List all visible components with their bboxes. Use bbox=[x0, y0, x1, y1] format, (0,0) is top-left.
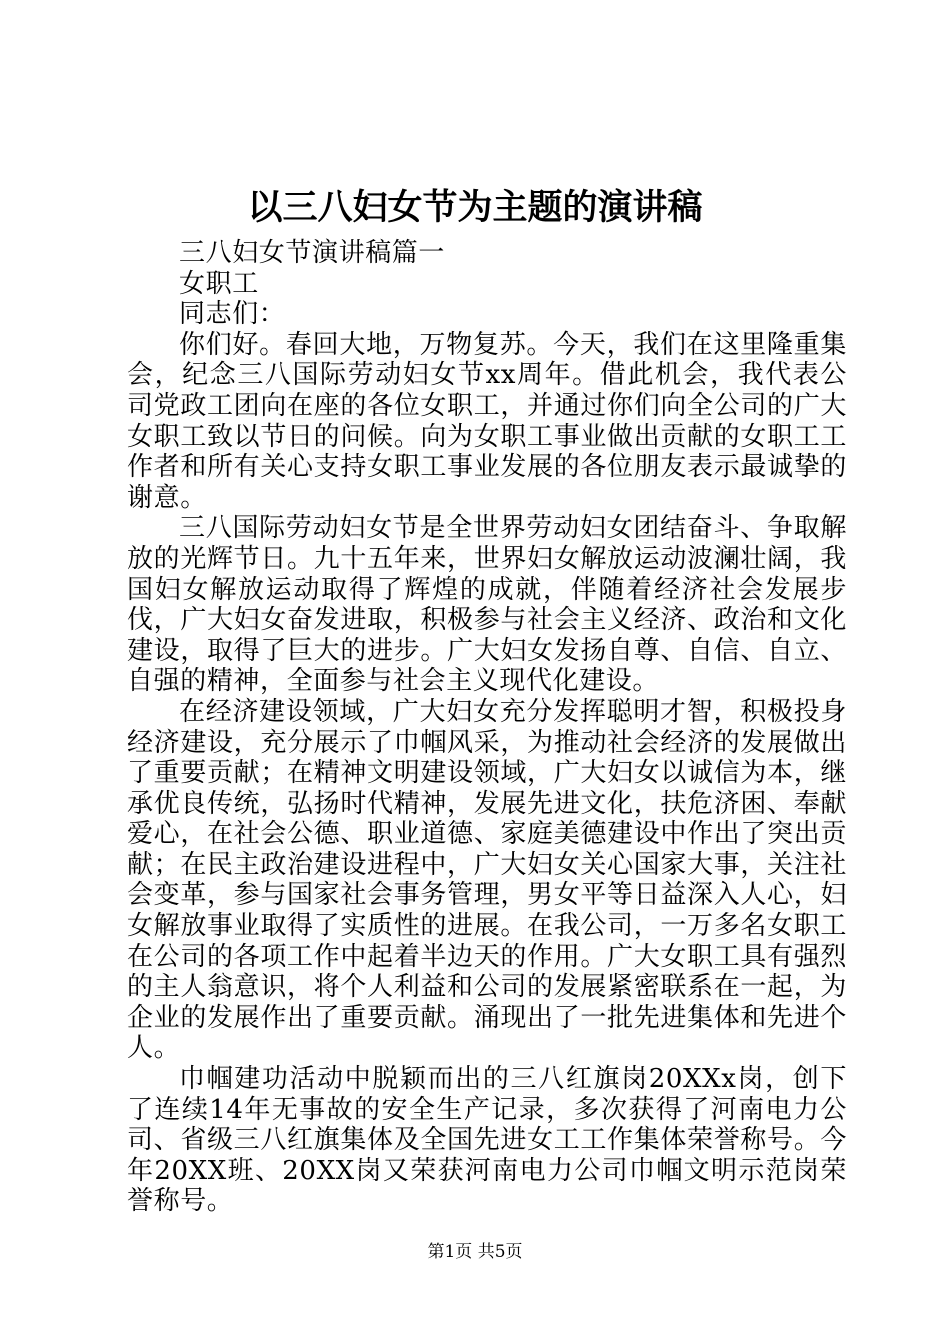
paragraph-1: 你们好。春回大地，万物复苏。今天，我们在这里隆重集会，纪念三八国际劳动妇女节xx周年。借此机会，我代表公司党政工团向在座的各位女职工，并通过你们向全公司的广大女职工致以节日的问候。向为女职工事业做出贡献的女职工工作者和所有关心支持女职工事业发展的各位朋友表示最诚挚的谢意。 bbox=[127, 329, 847, 513]
subheading: 三八妇女节演讲稿篇一 bbox=[179, 238, 446, 268]
salutation: 同志们： bbox=[179, 299, 286, 330]
paragraph-3: 在经济建设领域，广大妇女充分发挥聪明才智，积极投身经济建设，充分展示了巾帼风采，为推动社会经济的发展做出了重要贡献；在精神文明建设领域，广大妇女以诚信为本，继承优良传统，弘扬时代精神，发展先进文化，扶危济困、奉献爱心，在社会公德、职业道德、家庭美德建设中作出了突出贡献；在民主政治建设进程中，广大妇女关心国家大事，关注社会变革，参与国家社会事务管理，男女平等日益深入人心，妇女解放事业取得了实质性的进展。在我公司，一万多名女职工在公司的各项工作中起着半边天的作用。广大女职工具有强烈的主人翁意识，将个人利益和公司的发展紧密联系在一起，为企业的发展作出了重要贡献。涌现出了一批先进集体和先进个人。 bbox=[127, 696, 847, 1064]
document-title: 以三八妇女节为主题的演讲稿 bbox=[247, 187, 703, 228]
addressee: 女职工 bbox=[179, 268, 259, 299]
paragraph-2: 三八国际劳动妇女节是全世界劳动妇女团结奋斗、争取解放的光辉节日。九十五年来，世界妇女解放运动波澜壮阔，我国妇女解放运动取得了辉煌的成就，伴随着经济社会发展步伐，广大妇女奋发进取，积极参与社会主义经济、政治和文化建设，取得了巨大的进步。广大妇女发扬自尊、自信、自立、自强的精神，全面参与社会主义现代化建设。 bbox=[127, 513, 847, 697]
page-footer: 第1页 共5页 bbox=[427, 1242, 523, 1262]
paragraph-4: 巾帼建功活动中脱颖而出的三八红旗岗20XXx岗，创下了连续14年无事故的安全生产记录，多次获得了河南电力公司、省级三八红旗集体及全国先进女工工作集体荣誉称号。今年20XX班、20XX岗又荣获河南电力公司巾帼文明示范岗荣誉称号。 bbox=[127, 1064, 847, 1217]
document-body bbox=[127, 238, 847, 1217]
